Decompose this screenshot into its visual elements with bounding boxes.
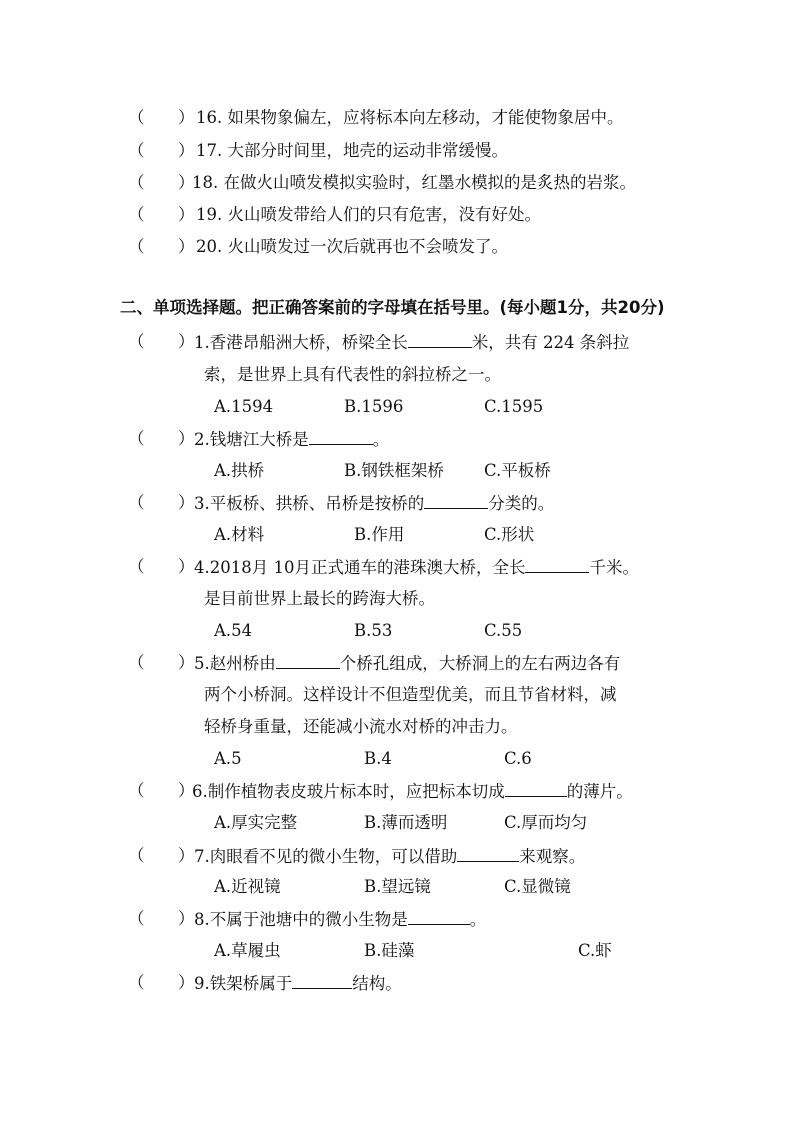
answer-paren-open[interactable]: （ bbox=[128, 173, 145, 192]
answer-paren-open[interactable]: （ bbox=[128, 909, 145, 928]
question-continuation: 索，是世界上具有代表性的斜拉桥之一。 bbox=[204, 365, 501, 384]
option-b[interactable]: B.薄而透明 bbox=[364, 813, 448, 832]
option-a[interactable]: A.厚实完整 bbox=[214, 813, 298, 832]
option-b[interactable]: B.钢铁框架桥 bbox=[344, 461, 444, 480]
answer-paren-close: ） bbox=[178, 205, 195, 224]
question-text: 5.赵州桥由 个桥孔组成，大桥洞上的左右两边各有 bbox=[194, 654, 621, 673]
question-text: 7.肉眼看不见的微小生物，可以借助 来观察。 bbox=[194, 847, 586, 866]
answer-blank[interactable] bbox=[505, 780, 567, 797]
option-a[interactable]: A.近视镜 bbox=[214, 877, 281, 896]
question-continuation: 是目前世界上最长的跨海大桥。 bbox=[204, 589, 435, 608]
option-c[interactable]: C.形状 bbox=[484, 525, 535, 544]
question-text: 9.铁架桥属于 结构。 bbox=[194, 974, 402, 993]
answer-paren-open[interactable]: （ bbox=[128, 332, 145, 351]
section-title: 二、单项选择题。把正确答案前的字母填在括号里。(每小题1分，共20分) bbox=[120, 298, 665, 317]
answer-blank[interactable] bbox=[424, 492, 488, 509]
answer-paren-open[interactable]: （ bbox=[128, 429, 145, 448]
answer-paren-open[interactable]: （ bbox=[128, 493, 145, 512]
option-c[interactable]: C.55 bbox=[484, 621, 523, 640]
option-a[interactable]: A.拱桥 bbox=[214, 461, 265, 480]
option-a[interactable]: A.材料 bbox=[214, 525, 265, 544]
option-a[interactable]: A.草履虫 bbox=[214, 941, 281, 960]
option-b[interactable]: B.4 bbox=[364, 749, 392, 768]
answer-paren-close: ） bbox=[178, 493, 195, 512]
answer-paren-open[interactable]: （ bbox=[128, 205, 145, 224]
answer-blank[interactable] bbox=[309, 428, 373, 445]
answer-paren-close: ） bbox=[178, 332, 195, 351]
answer-paren-close: ） bbox=[178, 108, 195, 127]
option-b[interactable]: B.硅藻 bbox=[364, 941, 415, 960]
question-continuation: 两个小桥洞。这样设计不但造型优美，而且节省材料，减 bbox=[204, 685, 617, 704]
answer-paren-close: ） bbox=[178, 909, 195, 928]
tf-question: 20. 火山喷发过一次后就再也不会喷发了。 bbox=[196, 237, 508, 256]
answer-paren-close: ） bbox=[178, 141, 195, 160]
option-b[interactable]: B.作用 bbox=[354, 525, 405, 544]
option-a[interactable]: A.1594 bbox=[214, 397, 274, 416]
tf-question: 18. 在做火山喷发模拟实验时，红墨水模拟的是炙热的岩浆。 bbox=[192, 173, 636, 192]
option-c[interactable]: C.平板桥 bbox=[484, 461, 551, 480]
answer-paren-open[interactable]: （ bbox=[128, 108, 145, 127]
question-text: 3.平板桥、拱桥、吊桥是按桥的 分类的。 bbox=[194, 494, 555, 513]
question-text: 8.不属于池塘中的微小生物是 。 bbox=[194, 910, 487, 929]
answer-paren-close: ） bbox=[178, 846, 195, 865]
question-text: 6.制作植物表皮玻片标本时，应把标本切成 的薄片。 bbox=[192, 782, 633, 801]
answer-paren-close: ） bbox=[178, 781, 195, 800]
answer-paren-close: ） bbox=[178, 557, 195, 576]
answer-paren-close: ） bbox=[178, 173, 195, 192]
tf-question: 19. 火山喷发带给人们的只有危害，没有好处。 bbox=[196, 205, 541, 224]
tf-question: 16. 如果物象偏左，应将标本向左移动，才能使物象居中。 bbox=[196, 108, 624, 127]
answer-blank[interactable] bbox=[292, 972, 352, 989]
answer-blank[interactable] bbox=[457, 845, 519, 862]
option-a[interactable]: A.54 bbox=[214, 621, 253, 640]
answer-paren-close: ） bbox=[178, 653, 195, 672]
answer-paren-open[interactable]: （ bbox=[128, 557, 145, 576]
question-text: 4.2018月 10月正式通车的港珠澳大桥，全长 千米。 bbox=[194, 558, 639, 577]
option-b[interactable]: B.1596 bbox=[344, 397, 404, 416]
option-b[interactable]: B.望远镜 bbox=[364, 877, 431, 896]
answer-paren-open[interactable]: （ bbox=[128, 781, 145, 800]
answer-paren-open[interactable]: （ bbox=[128, 237, 145, 256]
option-a[interactable]: A.5 bbox=[214, 749, 242, 768]
answer-blank[interactable] bbox=[276, 652, 340, 669]
answer-blank[interactable] bbox=[525, 556, 589, 573]
answer-paren-close: ） bbox=[178, 973, 195, 992]
option-c[interactable]: C.6 bbox=[504, 749, 532, 768]
answer-blank[interactable] bbox=[408, 908, 470, 925]
answer-paren-open[interactable]: （ bbox=[128, 846, 145, 865]
option-c[interactable]: C.厚而均匀 bbox=[504, 813, 588, 832]
option-c[interactable]: C.虾 bbox=[578, 941, 612, 960]
question-continuation: 轻桥身重量，还能减小流水对桥的冲击力。 bbox=[204, 717, 518, 736]
answer-paren-open[interactable]: （ bbox=[128, 973, 145, 992]
question-text: 2.钱塘江大桥是 。 bbox=[194, 430, 390, 449]
option-b[interactable]: B.53 bbox=[354, 621, 393, 640]
question-text: 1.香港昂船洲大桥，桥梁全长 米，共有 224 条斜拉 bbox=[194, 333, 630, 352]
answer-paren-close: ） bbox=[178, 237, 195, 256]
tf-question: 17. 大部分时间里，地壳的运动非常缓慢。 bbox=[196, 141, 508, 160]
answer-paren-open[interactable]: （ bbox=[128, 653, 145, 672]
option-c[interactable]: C.显微镜 bbox=[504, 877, 571, 896]
answer-blank[interactable] bbox=[408, 331, 472, 348]
answer-paren-close: ） bbox=[178, 429, 195, 448]
answer-paren-open[interactable]: （ bbox=[128, 141, 145, 160]
option-c[interactable]: C.1595 bbox=[484, 397, 544, 416]
